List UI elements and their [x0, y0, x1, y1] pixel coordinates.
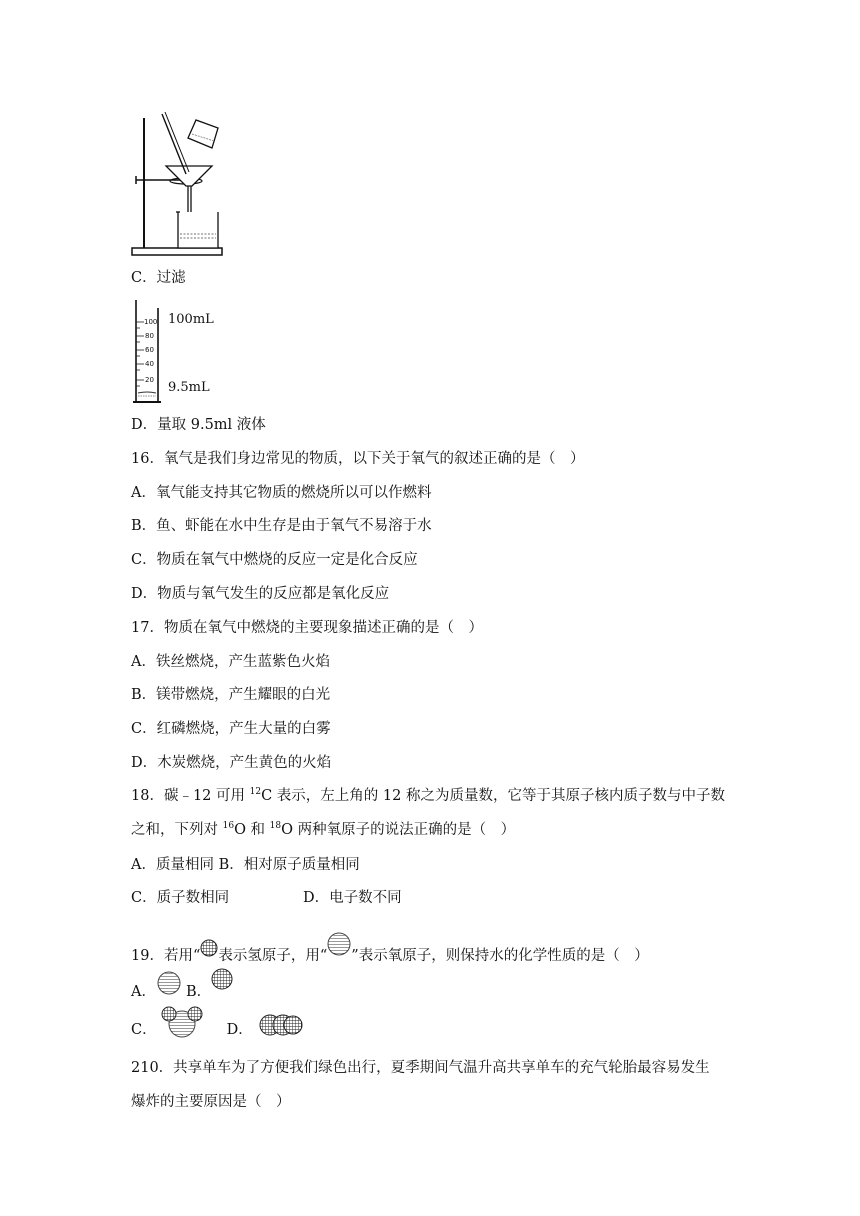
q18-text-2: C 表示，左上角的 12 称之为质量数，它等于其原子核内质子数与中子数 — [261, 788, 725, 804]
question-17-option-b: B．镁带燃烧，产生耀眼的白光 — [131, 687, 331, 703]
question-17-option-a: A．铁丝燃烧，产生蓝紫色火焰 — [131, 654, 330, 670]
question-17-option-c: C．红磷燃烧，产生大量的白雾 — [131, 721, 331, 737]
q18-text-1: 18．碳﹣12 可用 — [131, 788, 250, 804]
q19-option-b-label: B． — [185, 984, 212, 1000]
q19-text-3: ”表示氧原子，则保持水的化学性质的是（ ） — [351, 948, 649, 964]
option-d-measure: D．量取 9.5ml 液体 — [131, 417, 266, 433]
question-17: 17．物质在氧气中燃烧的主要现象描述正确的是（ ） — [131, 620, 483, 636]
q19-text-2: 表示氢原子，用“ — [218, 948, 328, 964]
question-19-options-cd — [131, 1004, 303, 1048]
question-16-option-c: C．物质在氧气中燃烧的反应一定是化合反应 — [131, 552, 418, 568]
q19-text-1: 19．若用“ — [131, 948, 201, 964]
q18-sup-18: 18 — [269, 821, 282, 831]
question-16-option-a: A．氧气能支持其它物质的燃烧所以可以作燃料 — [131, 485, 432, 501]
q19-option-a-label: A． — [131, 984, 156, 1000]
cylinder-tick-40: 40 — [145, 360, 154, 368]
q19-option-d-label: D． — [226, 1022, 253, 1038]
oxygen-atom-icon — [327, 932, 351, 956]
hydrogen-molecule-icon — [211, 968, 233, 990]
question-16: 16．氧气是我们身边常见的物质，以下关于氧气的叙述正确的是（ ） — [131, 451, 585, 467]
question-18-option-d: D．电子数不同 — [303, 890, 402, 906]
option-c-filter: C．过滤 — [131, 270, 186, 286]
cylinder-tick-60: 60 — [145, 346, 154, 354]
question-19 — [131, 932, 649, 964]
water-molecule-icon — [161, 1004, 205, 1040]
question-16-option-b: B．鱼、虾能在水中生存是由于氧气不易溶于水 — [131, 518, 432, 534]
question-17-option-d: D．木炭燃烧，产生黄色的火焰 — [131, 755, 332, 771]
question-18-option-c: C．质子数相同 — [131, 890, 230, 906]
q19-option-c-label: C． — [131, 1022, 157, 1038]
question-19-options-ab — [131, 968, 233, 1004]
cylinder-label-100ml: 100mL — [168, 312, 214, 327]
question-20-line-2: 爆炸的主要原因是（ ） — [131, 1094, 291, 1110]
cylinder-tick-80: 80 — [145, 332, 154, 340]
q18-sup-12: 12 — [249, 787, 262, 797]
question-18-line-2 — [131, 820, 515, 840]
q18-text-4: O 和 — [234, 822, 270, 838]
oxygen-molecule-icon — [156, 970, 182, 996]
hydrogen-chain-molecule-icon — [259, 1014, 303, 1036]
graduated-cylinder-figure — [130, 298, 240, 408]
question-20-line-1: 210．共享单车为了方便我们绿色出行，夏季期间气温升高共享单车的充气轮胎最容易发生 — [131, 1060, 710, 1076]
question-18-option-ab: A．质量相同 B．相对原子质量相同 — [131, 857, 360, 873]
cylinder-label-9-5ml: 9.5mL — [168, 380, 210, 395]
hydrogen-atom-icon — [200, 939, 218, 957]
q18-text-5: O 两种氧原子的说法正确的是（ ） — [281, 822, 516, 838]
cylinder-tick-100: 100 — [144, 318, 158, 326]
filtration-apparatus-figure — [128, 108, 228, 258]
q18-text-3: 之和，下列对 — [131, 822, 223, 838]
q18-sup-16: 16 — [222, 821, 235, 831]
cylinder-tick-20: 20 — [145, 376, 154, 384]
question-18-line-1 — [131, 786, 725, 806]
question-16-option-d: D．物质与氧气发生的反应都是氧化反应 — [131, 586, 390, 602]
